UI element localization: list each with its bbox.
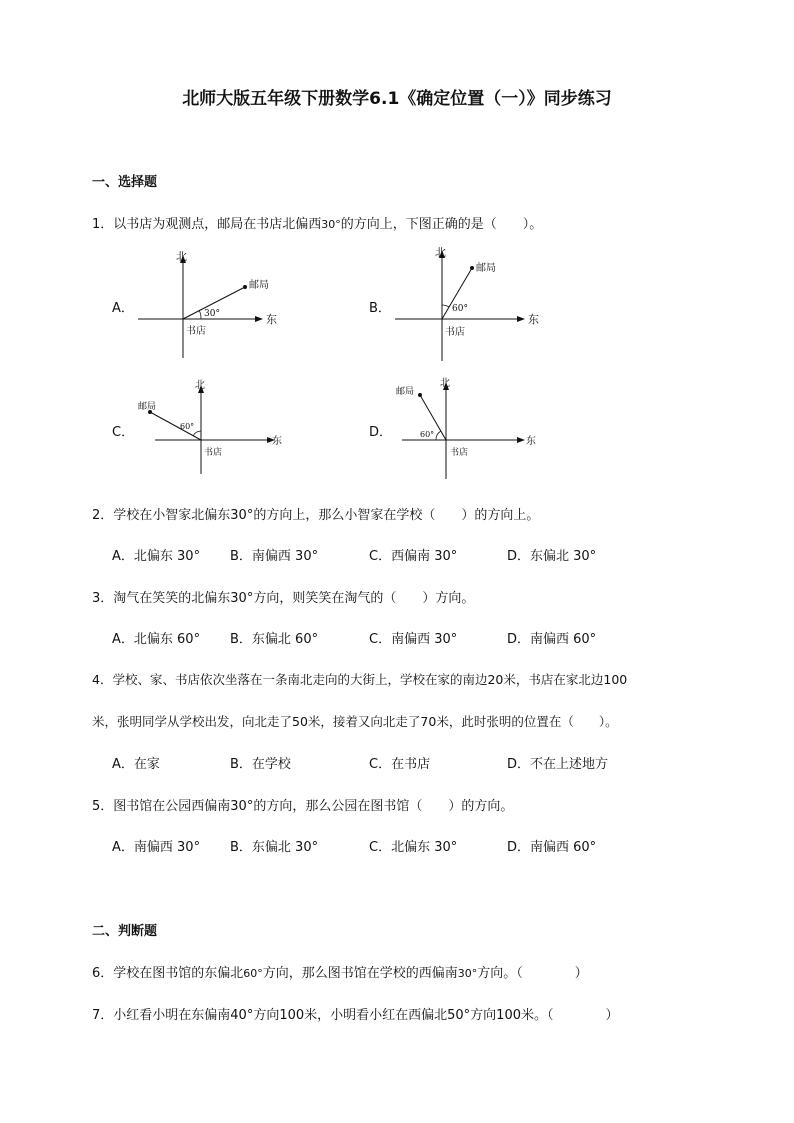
q4-option-c[interactable]: C．在书店	[369, 757, 431, 772]
q5-option-b[interactable]: B．东偏北 30°	[230, 840, 319, 855]
q3-option-a[interactable]: A．北偏东 60°	[112, 632, 201, 647]
q4-option-b[interactable]: B．在学校	[230, 757, 291, 772]
q1-diagram-a[interactable]	[130, 245, 290, 365]
section-heading-choice: 一、选择题	[92, 175, 158, 190]
q1-d-north-label: 北	[440, 378, 450, 389]
question-6-angle-1: 60°	[243, 967, 263, 980]
q1-a-north-label: 北	[176, 250, 187, 263]
q1-c-east-label: 东	[272, 436, 282, 447]
question-6	[92, 962, 588, 981]
q2-option-c[interactable]: C．西偏南 30°	[369, 549, 458, 564]
q1-b-north-label: 北	[435, 246, 446, 259]
question-6-prefix: 6．学校在图书馆的东偏北	[92, 966, 244, 981]
question-6-middle: 方向，那么图书馆在学校的西偏南	[262, 966, 458, 981]
q1-option-b-label[interactable]: B．	[369, 301, 391, 316]
question-3: 3．淘气在笑笑的北偏东30°方向，则笑笑在淘气的（ ）方向。	[92, 591, 475, 606]
q1-option-a-label[interactable]: A．	[112, 301, 134, 316]
q1-a-post-label: 邮局	[249, 280, 269, 291]
section-heading-judge: 二、判断题	[92, 924, 158, 939]
q5-option-d[interactable]: D．南偏西 60°	[507, 840, 597, 855]
q3-option-c[interactable]: C．南偏西 30°	[369, 632, 458, 647]
q3-option-b[interactable]: B．东偏北 60°	[230, 632, 319, 647]
q1-diagram-d[interactable]	[390, 373, 550, 483]
q1-d-angle-label: 60°	[420, 430, 435, 439]
q4-option-d[interactable]: D．不在上述地方	[507, 757, 609, 772]
q2-option-b[interactable]: B．南偏西 30°	[230, 549, 319, 564]
q1-a-store-label: 书店	[186, 326, 206, 337]
q1-a-angle-label: 30°	[204, 309, 220, 319]
q1-diagram-c[interactable]	[130, 376, 290, 476]
question-6-angle-2: 30°	[457, 967, 478, 980]
q1-a-east-label: 东	[266, 313, 277, 326]
q1-c-post-label: 邮局	[138, 402, 157, 412]
question-1	[92, 213, 542, 232]
question-2: 2．学校在小智家北偏东30°的方向上，那么小智家在学校（ ）的方向上。	[92, 508, 540, 523]
q1-c-angle-label: 60°	[180, 422, 195, 431]
q1-d-store-label: 书店	[450, 448, 469, 458]
q5-option-c[interactable]: C．北偏东 30°	[369, 840, 458, 855]
q1-option-d-label[interactable]: D．	[369, 425, 393, 440]
q1-option-c-label[interactable]: C．	[112, 425, 135, 440]
q1-b-angle-label: 60°	[452, 304, 468, 314]
q1-c-north-label: 北	[195, 380, 205, 391]
q5-option-a[interactable]: A．南偏西 30°	[112, 840, 201, 855]
question-4-line-1: 4．学校、家、书店依次坐落在一条南北走向的大街上，学校在家的南边20米，书店在家北边100	[92, 672, 628, 687]
question-6-suffix: 方向。（ ）	[477, 966, 588, 981]
question-1-suffix: 的方向上，下图正确的是（ ）。	[340, 217, 543, 232]
q2-option-a[interactable]: A．北偏东 30°	[112, 549, 201, 564]
page-title: 北师大版五年级下册数学6.1《确定位置（一）》同步练习	[182, 89, 612, 109]
q2-option-d[interactable]: D．东偏北 30°	[507, 549, 597, 564]
q1-diagram-b[interactable]	[390, 243, 550, 368]
question-5: 5．图书馆在公园西偏南30°的方向，那么公园在图书馆（ ）的方向。	[92, 799, 514, 814]
question-7: 7．小红看小明在东偏南40°方向100米，小明看小红在西偏北50°方向100米。（ ）	[92, 1008, 619, 1023]
q1-d-post-label: 邮局	[396, 387, 415, 397]
question-4-line-2: 米，张明同学从学校出发，向北走了50米，接着又向北走了70米，此时张明的位置在（ ）。	[92, 714, 618, 729]
question-1-prefix: 1．以书店为观测点，邮局在书店北偏西	[92, 217, 322, 232]
q4-option-a[interactable]: A．在家	[112, 757, 160, 772]
q1-c-store-label: 书店	[204, 448, 223, 458]
q1-b-store-label: 书店	[445, 327, 465, 338]
q1-b-east-label: 东	[528, 313, 539, 326]
question-1-angle: 30°	[321, 218, 341, 231]
q1-b-post-label: 邮局	[476, 263, 496, 274]
q3-option-d[interactable]: D．南偏西 60°	[507, 632, 597, 647]
q1-d-east-label: 东	[526, 436, 536, 447]
